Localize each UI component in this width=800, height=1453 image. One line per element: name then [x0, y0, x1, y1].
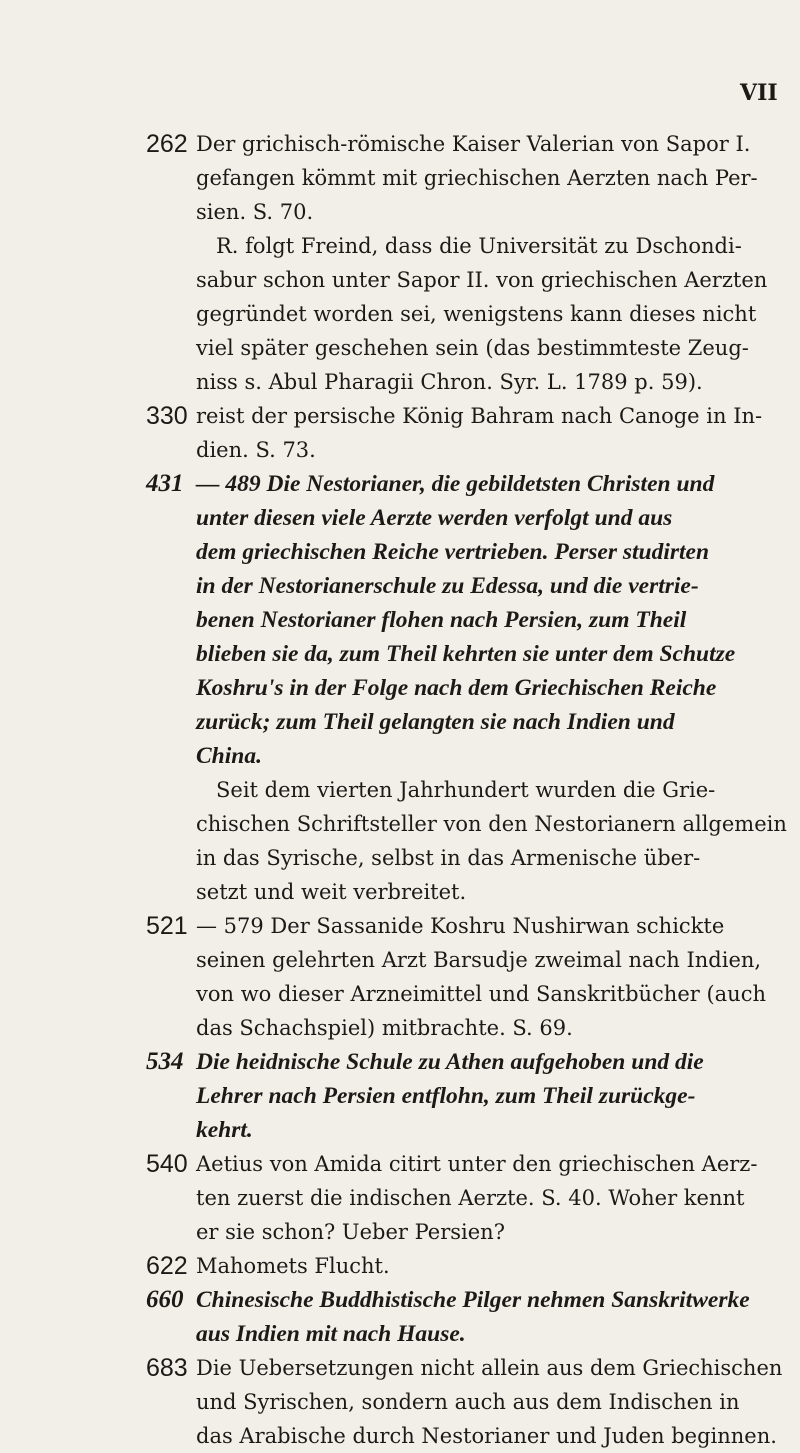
entry-text-line: Die heidnische Schule zu Athen aufgehoben und die	[196, 1049, 704, 1075]
entry-text-line: — 579 Der Sassanide Koshru Nushirwan schickte	[196, 914, 725, 938]
entry-text-line: dem griechischen Reiche vertrieben. Perser studirten	[196, 539, 710, 565]
entry-text-line: R. folgt Freind, dass die Universität zu Dschondi-	[216, 234, 742, 258]
entry-year: 534	[146, 1048, 184, 1075]
entry-year: 540	[146, 1150, 188, 1178]
page-number: VII	[740, 80, 778, 106]
entry-text-line: das Schachspiel) mitbrachte. S. 69.	[196, 1016, 573, 1040]
entry-text-line: gefangen kömmt mit griechischen Aerzten nach Per-	[196, 166, 758, 190]
entry-text-line: ten zuerst die indischen Aerzte. S. 40. Woher kennt	[196, 1186, 745, 1210]
entry-text-line: blieben sie da, zum Theil kehrten sie unter dem Schutze	[196, 641, 736, 667]
entry-text-line: das Arabische durch Nestorianer und Juden beginnen.	[196, 1424, 777, 1448]
entry-text-line: Der grichisch-römische Kaiser Valerian von Sapor I.	[196, 132, 751, 156]
entry-text-line: in der Nestorianerschule zu Edessa, und die vertrie-	[196, 573, 699, 599]
entry-text-line: seinen gelehrten Arzt Barsudje zweimal nach Indien,	[196, 948, 762, 972]
entry-year: 683	[146, 1354, 188, 1382]
entry-text-line: zurück; zum Theil gelangten sie nach Indien und	[196, 709, 675, 735]
chronology-entry	[0, 1283, 800, 1351]
entry-text-line: viel später geschehen sein (das bestimmteste Zeug-	[196, 336, 749, 360]
entry-year: 521	[146, 912, 188, 940]
entry-text-line: China.	[196, 743, 262, 769]
chronology-entry	[0, 1249, 800, 1283]
entry-text-line: sien. S. 70.	[196, 200, 314, 224]
entry-text-line: in das Syrische, selbst in das Armenische über-	[196, 846, 701, 870]
entry-text-line: er sie schon? Ueber Persien?	[196, 1220, 505, 1244]
entry-text-line: kehrt.	[196, 1117, 253, 1143]
chronology-entry	[0, 909, 800, 1045]
entry-year: 660	[146, 1286, 184, 1313]
chronology-entry	[0, 467, 800, 909]
entry-year: 431	[146, 470, 184, 497]
entry-text-line: Chinesische Buddhistische Pilger nehmen Sanskritwerke	[196, 1287, 750, 1313]
entry-text-line: und Syrischen, sondern auch aus dem Indischen in	[196, 1390, 740, 1414]
chronology-list	[0, 127, 800, 1453]
entry-text-line: niss s. Abul Pharagii Chron. Syr. L. 1789 p. 59).	[196, 370, 703, 394]
entry-text-line: setzt und weit verbreitet.	[196, 880, 467, 904]
entry-year: 622	[146, 1252, 188, 1280]
entry-text-line: Mahomets Flucht.	[196, 1254, 390, 1278]
chronology-entry	[0, 127, 800, 399]
entry-text-line: aus Indien mit nach Hause.	[196, 1321, 466, 1347]
entry-text-line: chischen Schriftsteller von den Nestorianern allgemein	[196, 812, 787, 836]
chronology-entry	[0, 1351, 800, 1453]
chronology-entry	[0, 1147, 800, 1249]
entry-text-line: benen Nestorianer flohen nach Persien, zum Theil	[196, 607, 687, 633]
entry-text-line: unter diesen viele Aerzte werden verfolgt und aus	[196, 505, 673, 531]
entry-text-line: Lehrer nach Persien entflohn, zum Theil zurückge-	[196, 1083, 696, 1109]
chronology-entry	[0, 399, 800, 467]
entry-year: 330	[146, 402, 188, 430]
entry-text-line: gegründet worden sei, wenigstens kann dieses nicht	[196, 302, 757, 326]
entry-text-line: von wo dieser Arzneimittel und Sanskritbücher (auch	[196, 982, 766, 1006]
entry-text-line: reist der persische König Bahram nach Canoge in In-	[196, 404, 763, 428]
entry-year: 262	[146, 130, 188, 158]
entry-text-line: Seit dem vierten Jahrhundert wurden die Grie-	[216, 778, 716, 802]
entry-text-line: Die Uebersetzungen nicht allein aus dem Griechischen	[196, 1356, 783, 1380]
chronology-entry	[0, 1045, 800, 1147]
entry-text-line: sabur schon unter Sapor II. von griechischen Aerzten	[196, 268, 768, 292]
entry-text-line: Aetius von Amida citirt unter den griechischen Aerz-	[196, 1152, 758, 1176]
entry-text-line: dien. S. 73.	[196, 438, 316, 462]
entry-text-line: Koshru's in der Folge nach dem Griechischen Reiche	[196, 675, 717, 701]
entry-text-line: — 489 Die Nestorianer, die gebildetsten Christen und	[196, 471, 715, 497]
